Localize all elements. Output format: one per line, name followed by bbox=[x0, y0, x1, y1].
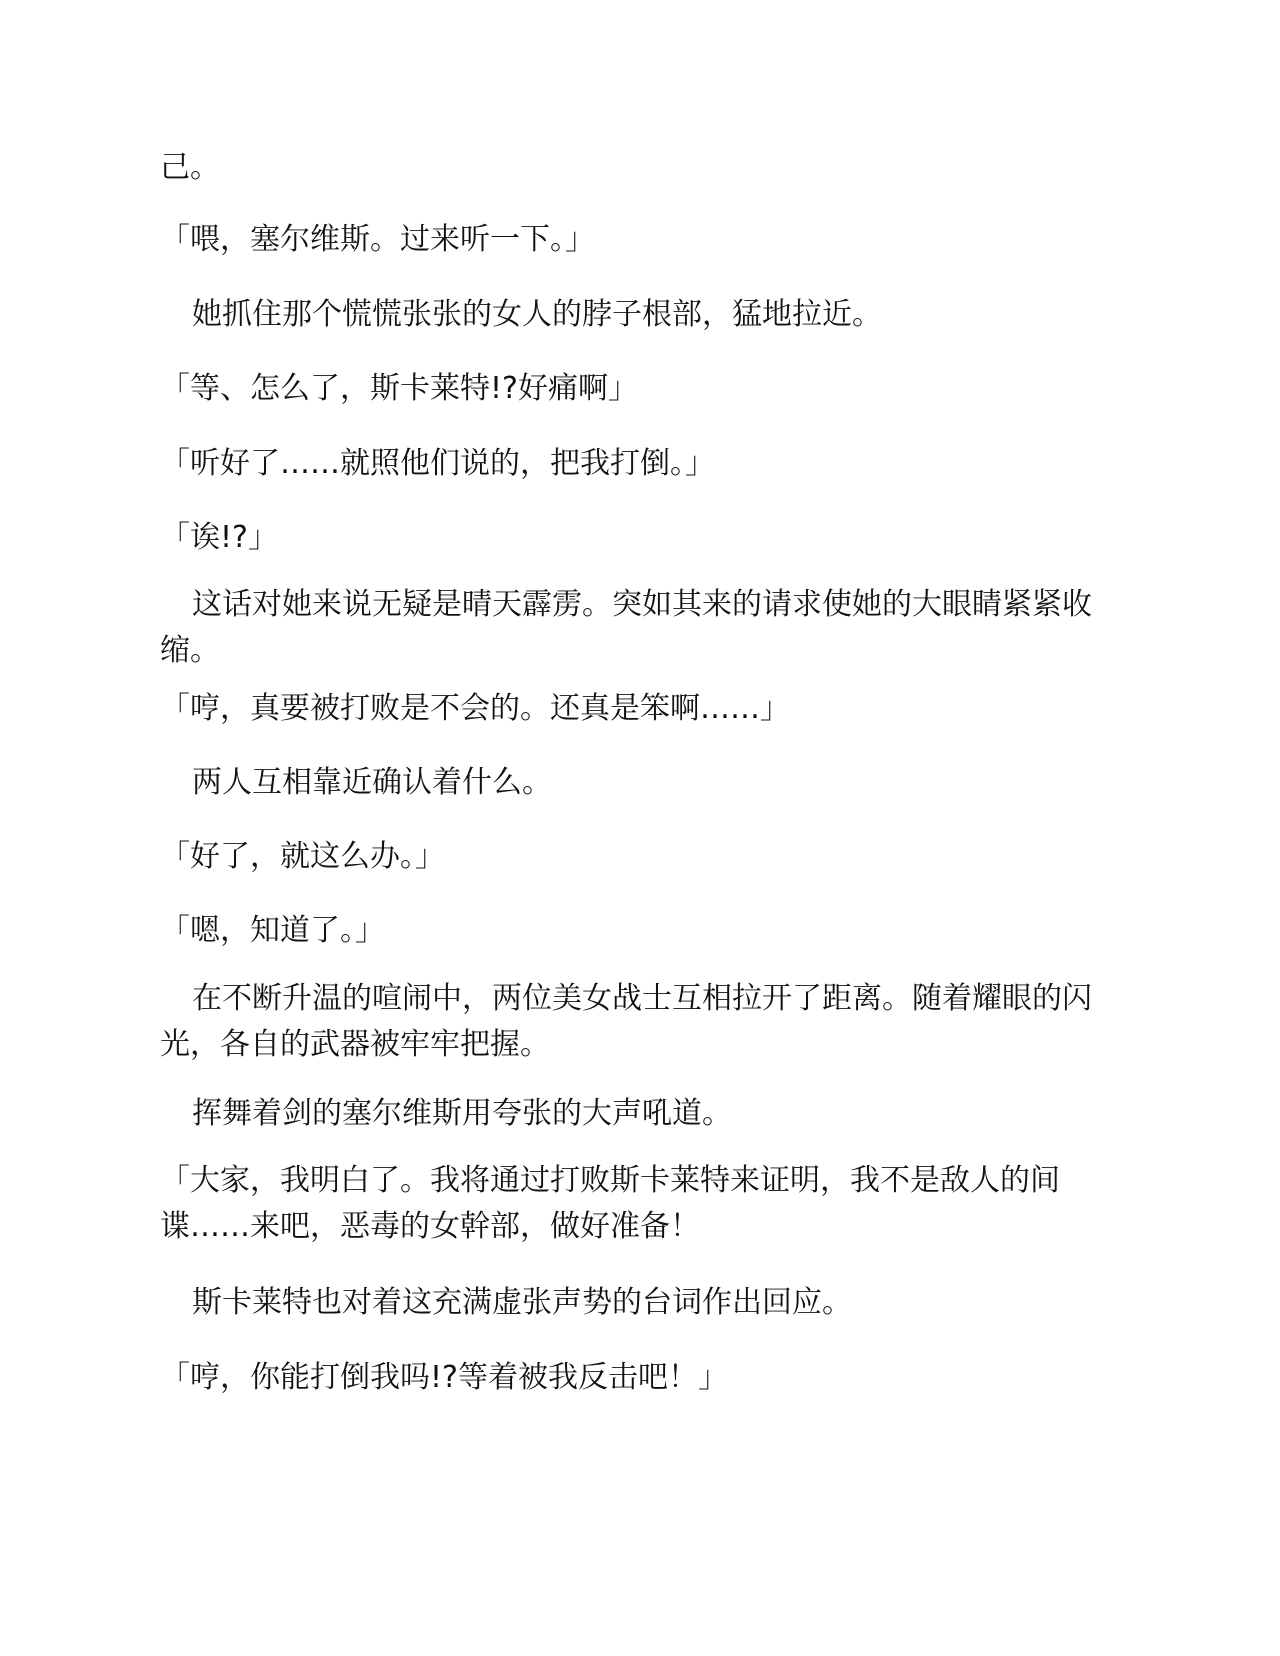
paragraph-16: 「哼，你能打倒我吗!?等着被我反击吧！」 bbox=[160, 1360, 728, 1395]
paragraph-10: 「好了，就这么办。」 bbox=[160, 839, 445, 874]
paragraph-13: 挥舞着剑的塞尔维斯用夸张的大声吼道。 bbox=[192, 1096, 732, 1131]
paragraph-9: 两人互相靠近确认着什么。 bbox=[192, 765, 552, 800]
paragraph-7: 这话对她来说无疑是晴天霹雳。突如其来的请求使她的大眼睛紧紧收缩。 bbox=[160, 587, 1092, 668]
paragraph-5: 「听好了……就照他们说的，把我打倒。」 bbox=[160, 446, 715, 481]
paragraph-11: 「嗯，知道了。」 bbox=[160, 913, 385, 948]
paragraph-8: 「哼，真要被打败是不会的。还真是笨啊……」 bbox=[160, 691, 790, 726]
paragraph-14: 「大家，我明白了。我将通过打败斯卡莱特来证明，我不是敌人的间谍……来吧，恶毒的女幹部，做好准备！ bbox=[160, 1163, 1060, 1244]
paragraph-4: 「等、怎么了，斯卡莱特!?好痛啊」 bbox=[160, 371, 638, 406]
paragraph-2: 「喂，塞尔维斯。过来听一下。」 bbox=[160, 222, 595, 257]
paragraph-12: 在不断升温的喧闹中，两位美女战士互相拉开了距离。随着耀眼的闪光，各自的武器被牢牢把握。 bbox=[160, 981, 1092, 1062]
paragraph-3: 她抓住那个慌慌张张的女人的脖子根部，猛地拉近。 bbox=[192, 297, 882, 332]
paragraph-6: 「诶!?」 bbox=[160, 520, 278, 555]
paragraph-1: 己。 bbox=[160, 150, 220, 185]
paragraph-15: 斯卡莱特也对着这充满虚张声势的台词作出回应。 bbox=[192, 1285, 852, 1320]
